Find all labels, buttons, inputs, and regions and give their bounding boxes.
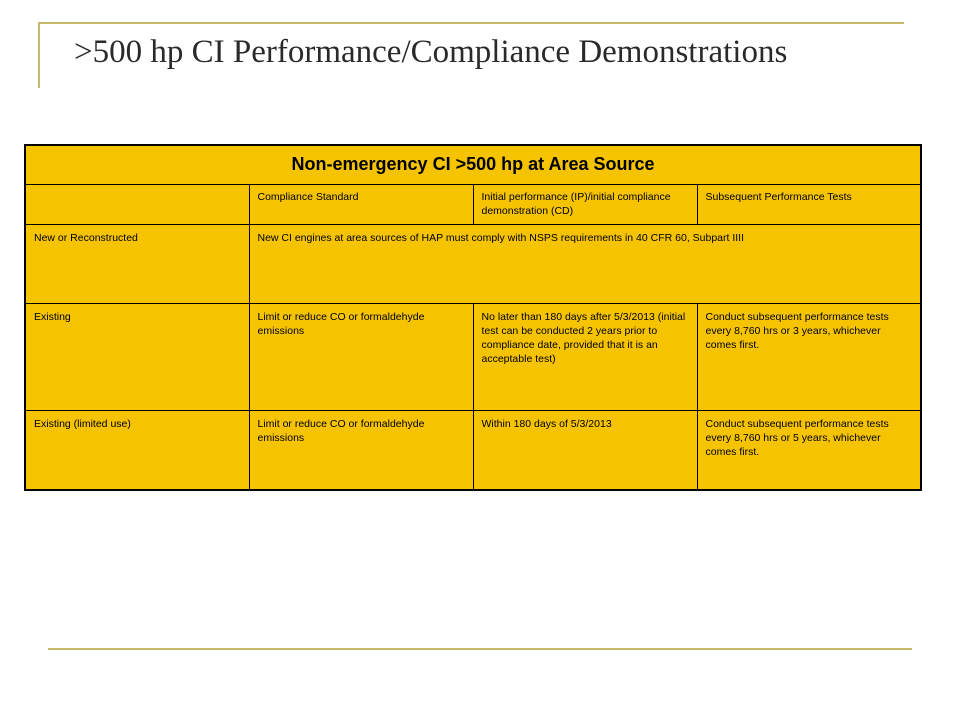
row-merged-requirement: New CI engines at area sources of HAP must comply with NSPS requirements in 40 CFR 60, Subpart IIII <box>249 225 921 304</box>
row-category: Existing <box>25 304 249 411</box>
row-compliance-standard: Limit or reduce CO or formaldehyde emissions <box>249 411 473 491</box>
header-subsequent-tests: Subsequent Performance Tests <box>697 185 921 225</box>
row-initial-performance: No later than 180 days after 5/3/2013 (initial test can be conducted 2 years prior to compliance date, provided that it is an acceptable test) <box>473 304 697 411</box>
row-subsequent-tests: Conduct subsequent performance tests every 8,760 hrs or 5 years, whichever comes first. <box>697 411 921 491</box>
row-category: Existing (limited use) <box>25 411 249 491</box>
left-rule <box>38 22 40 88</box>
table-row-existing <box>25 304 921 411</box>
header-cell-empty <box>25 185 249 225</box>
header-compliance-standard: Compliance Standard <box>249 185 473 225</box>
row-subsequent-tests: Conduct subsequent performance tests every 8,760 hrs or 3 years, whichever comes first. <box>697 304 921 411</box>
table-row-new-reconstructed <box>25 225 921 304</box>
row-initial-performance: Within 180 days of 5/3/2013 <box>473 411 697 491</box>
table-header-row <box>25 185 921 225</box>
slide-title: >500 hp CI Performance/Compliance Demonstrations <box>74 34 788 70</box>
compliance-table <box>24 144 922 491</box>
top-rule <box>40 22 904 24</box>
row-category: New or Reconstructed <box>25 225 249 304</box>
table-caption-row <box>25 145 921 185</box>
table-caption: Non-emergency CI >500 hp at Area Source <box>25 145 921 185</box>
header-initial-performance: Initial performance (IP)/initial compliance demonstration (CD) <box>473 185 697 225</box>
row-compliance-standard: Limit or reduce CO or formaldehyde emissions <box>249 304 473 411</box>
table-row-existing-limited-use <box>25 411 921 491</box>
bottom-rule <box>48 648 912 650</box>
